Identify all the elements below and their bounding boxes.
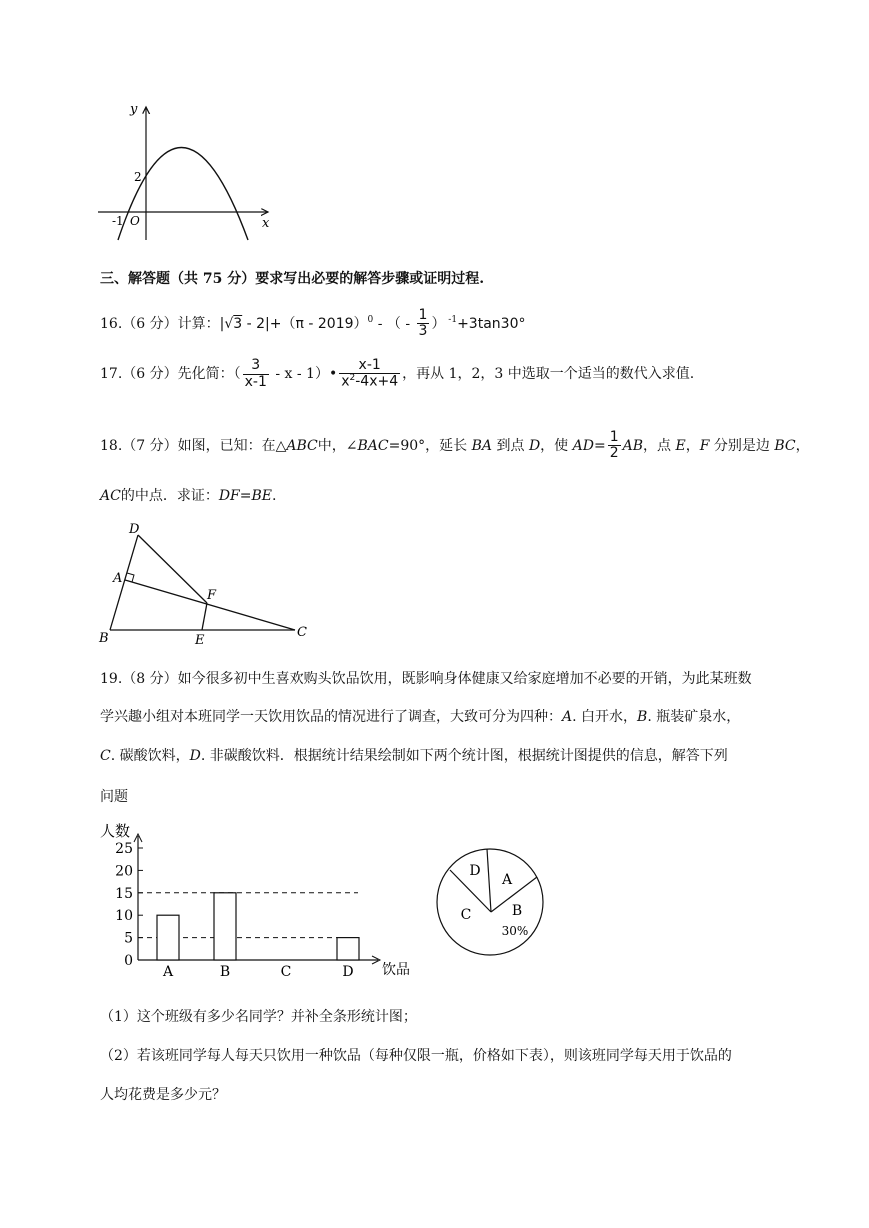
q18-line2-d: = — [239, 488, 252, 504]
question-19-line-2 — [100, 706, 740, 726]
question-19-sub-1: （1）这个班级有多少名同学？并补全条形统计图； — [100, 1009, 417, 1025]
section-3-title: 三、解答题（共 75 分）要求写出必要的解答步骤或证明过程. — [100, 271, 485, 287]
q19-line2-b: A — [562, 709, 573, 725]
q18-text-a: 18.（7 分）如图，已知：在△ — [100, 437, 287, 454]
bar-y-tick-label: 25 — [115, 841, 133, 857]
pie-annotation-B: 30% — [501, 924, 529, 938]
q18-text-n: E — [675, 437, 686, 454]
pie-label-C: C — [460, 907, 472, 923]
segment-ef — [202, 603, 207, 630]
q18-line2-e: BE — [251, 488, 273, 504]
q18-text-s: ， — [795, 437, 810, 454]
label-D: D — [129, 522, 140, 537]
q18-line2-c: DF — [218, 488, 240, 504]
question-17 — [100, 358, 694, 390]
q18-text-j: AD — [572, 437, 594, 454]
q19-line2-e: . 瓶装矿泉水， — [647, 709, 741, 725]
q18-text-d: BAC — [357, 437, 389, 454]
triangle-figure — [95, 520, 325, 650]
q19-line2-a: 学兴趣小组对本班同学一天饮用饮品的情况进行了调查，大致可分为四种： — [100, 709, 562, 725]
question-18-line-2 — [100, 485, 276, 505]
label-E: E — [195, 633, 205, 648]
q18-text-o: ， — [685, 437, 700, 454]
y-axis-label: y — [130, 102, 138, 117]
q17-frac2-den-exp: 2 — [349, 373, 356, 384]
q19-line3-b: . 碳酸饮料， — [110, 748, 190, 764]
bar-y-tick-label: 20 — [115, 863, 133, 880]
x-axis-label: x — [262, 216, 270, 231]
q16-mid: - （ - — [373, 315, 415, 332]
intercept-label: 2 — [134, 170, 142, 184]
q16-close: ） — [431, 315, 446, 332]
label-A: A — [113, 571, 123, 586]
q19-line3-a: C — [100, 748, 111, 764]
q19-line2-d: B — [637, 709, 648, 725]
q17-tail: ，再从 1，2，3 中选取一个适当的数代入求值. — [402, 366, 695, 383]
q17-mid: - x - 1）• — [270, 366, 338, 383]
q19-line3-c: D — [189, 748, 201, 764]
question-18-line-1 — [100, 430, 810, 462]
label-B: B — [99, 631, 109, 646]
q16-neg-exp: -1 — [445, 315, 458, 326]
q17-frac2-den-b: -4x+4 — [355, 374, 399, 391]
q18-text-h: D — [528, 437, 541, 454]
pie-label-D: D — [469, 863, 481, 879]
q18-fraction — [608, 430, 621, 462]
q16-zero-exp: 0 — [367, 315, 374, 326]
bar-y-tick-label: 0 — [124, 953, 133, 969]
q18-text-c: 中，∠ — [317, 437, 358, 454]
pie-label-B: B — [511, 903, 523, 919]
q18-line2-b: 的中点．求证： — [120, 488, 219, 504]
label-C: C — [297, 625, 307, 640]
bar-category-label: B — [219, 964, 231, 980]
question-16 — [100, 308, 525, 340]
q19-line2-c: . 白开水， — [572, 709, 638, 725]
question-19-line-1: 19.（8 分）如今很多初中生喜欢购头饮品饮用，既影响身体健康又给家庭增加不必要的开销，为此某班数 — [100, 671, 752, 687]
segment-df — [138, 535, 207, 603]
pie-label-A: A — [501, 872, 513, 888]
label-F: F — [207, 588, 217, 603]
q17-frac2-den-a: x — [341, 374, 350, 391]
q17-prefix: 17.（6 分）先化简：（ — [100, 366, 241, 383]
origin-label: O — [130, 214, 140, 228]
question-19-line-3 — [100, 745, 728, 765]
bar-category-label: C — [280, 964, 292, 980]
q16-prefix: 16.（6 分）计算： — [100, 315, 220, 332]
q17-frac2-den — [339, 374, 400, 390]
q18-text-k: = — [593, 437, 606, 454]
parabola-figure — [90, 95, 280, 245]
q16-sqrt-value: 3 — [233, 315, 243, 332]
q18-text-i: ，使 — [540, 437, 573, 454]
bar-A — [157, 915, 179, 960]
q18-frac-den: 2 — [609, 445, 619, 462]
q18-text-m: ，点 — [643, 437, 676, 454]
pie-chart — [430, 842, 550, 962]
bar-B — [214, 893, 236, 960]
q17-fraction-1 — [243, 358, 269, 390]
q16-abs-rest: - 2|+（π - 2019） — [242, 315, 368, 332]
q18-line2-a: AC — [100, 488, 121, 504]
q16-frac-den: 3 — [418, 323, 428, 340]
bar-x-axis-label: 饮品 — [382, 962, 410, 978]
question-19-sub-2-line-2: 人均花费是多少元？ — [100, 1087, 226, 1103]
question-19-line-4: 问题 — [100, 789, 128, 805]
q17-fraction-2 — [339, 358, 400, 390]
bar-y-axis-label: 人数 — [100, 822, 131, 840]
q16-fraction — [417, 308, 430, 340]
bar-y-tick-label: 10 — [115, 908, 133, 925]
bar-D — [337, 938, 359, 960]
q18-text-p: F — [699, 437, 710, 454]
q16-abs-open: | — [219, 315, 225, 332]
q18-line2-f: . — [272, 488, 277, 504]
q19-line3-d: . 非碳酸饮料．根据统计结果绘制如下两个统计图，根据统计图提供的信息，解答下列 — [200, 748, 728, 764]
q18-text-q: 分别是边 — [709, 437, 775, 454]
q18-text-e: =90°，延长 — [388, 437, 472, 454]
q17-frac1-den: x-1 — [244, 373, 267, 390]
bar-y-tick-label: 5 — [124, 930, 133, 947]
q16-sqrt: √3 — [224, 315, 243, 332]
q18-text-l: AB — [622, 437, 644, 454]
bar-y-tick-label: 15 — [115, 885, 133, 902]
q18-text-b: ABC — [286, 437, 318, 454]
question-19-sub-2-line-1: （2）若该班同学每人每天只饮用一种饮品（每种仅限一瓶，价格如下表），则该班同学每天用于饮品的 — [100, 1048, 732, 1064]
q18-text-f: BA — [471, 437, 493, 454]
bar-category-label: A — [162, 964, 174, 980]
q16-frac-num: 1 — [418, 307, 428, 323]
q16-tail: +3tan30° — [457, 315, 526, 332]
q17-frac2-num: x-1 — [339, 358, 400, 374]
q18-text-g: 到点 — [492, 437, 529, 454]
bar-category-label: D — [342, 964, 354, 980]
q18-frac-num: 1 — [609, 429, 619, 445]
q17-frac1-num: 3 — [243, 358, 269, 374]
root-label: -1 — [112, 214, 124, 228]
q18-text-r: BC — [774, 437, 796, 454]
bar-chart — [100, 822, 420, 982]
